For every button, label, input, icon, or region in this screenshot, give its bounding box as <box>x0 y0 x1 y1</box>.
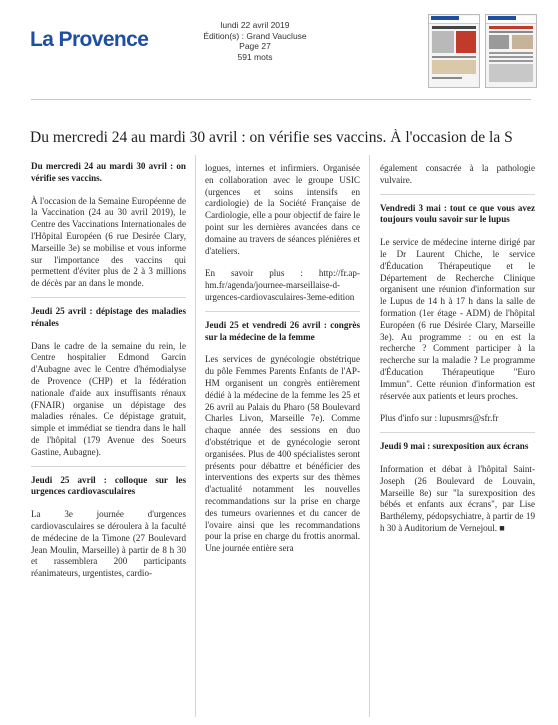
section-divider <box>31 297 186 298</box>
article-column-2 <box>205 163 360 566</box>
section-divider <box>380 194 535 195</box>
section-heading: Du mercredi 24 au mardi 30 avril : on vérifie ses vaccins. <box>31 161 186 183</box>
paragraph: Information et débat à l'hôpital Saint-Joseph (26 Boulevard de Louvain, Marseille 8e) sur "la surexposition des bébés et enfants aux écrans", par Lise Barthélemy, pédopsychiatre, à partir de 19 h 30 à Auditorium de Vernejoul. ■ <box>380 463 535 533</box>
publication-meta <box>200 20 310 62</box>
publication-edition: Édition(s) : Grand Vaucluse <box>203 30 307 41</box>
publication-page: Page 27 <box>239 41 271 52</box>
paragraph: À l'occasion de la Semaine Européenne de la Vaccination (24 au 30 avril 2019), le Centre des Vaccinations Internationales de l'Hôpital Européen (6 rue Desirée Clary, Marseille 3e) se mobilise et vous informe sur l'importance des vaccins qui permettent d'éviter plus de 2 à 3 millions de décès par an dans le monde. <box>31 195 186 289</box>
document-header <box>0 0 558 100</box>
section-divider <box>205 311 360 312</box>
word-count: 591 mots <box>237 51 273 62</box>
paragraph: La 3e journée d'urgences cardiovasculaires se déroulera à la faculté de médecine de la Timone (27 Boulevard Jean Moulin, Marseille) à partir de 8 h 30 et rassemblera 200 participants réanimateurs, urgentistes, cardio- <box>31 509 186 579</box>
inner-page-thumbnail <box>485 14 537 88</box>
section-heading: Jeudi 25 avril : dépistage des maladies rénales <box>31 305 186 328</box>
paragraph: également consacrée à la pathologie vulvaire. <box>380 163 535 185</box>
article-column-3 <box>380 163 535 546</box>
article-title: Du mercredi 24 au mardi 30 avril : on vérifie ses vaccins. À l'occasion de la S <box>30 129 513 146</box>
section-heading: Jeudi 25 et vendredi 26 avril : congrès sur la médecine de la femme <box>205 319 360 342</box>
paragraph: logues, internes et infirmiers. Organisée en collaboration avec le groupe USIC (urgences et soins intensifs en cardiologie) de la Société Française de Cardiologie, elle a pour objectif de faire le point sur les dernières avancées dans ce domaine au travers de séances plénières et d'ateliers. <box>205 163 360 256</box>
section-heading: Vendredi 3 mai : tout ce que vous avez toujours voulu savoir sur le lupus <box>380 202 535 225</box>
article-column-1 <box>31 161 186 591</box>
section-divider <box>380 432 535 433</box>
column-divider <box>195 155 196 717</box>
section-heading: Jeudi 9 mai : surexposition aux écrans <box>380 441 529 452</box>
header-divider <box>31 99 531 100</box>
front-page-thumbnail <box>428 14 480 88</box>
paragraph: Les services de gynécologie obstétrique du pôle Femmes Parents Enfants de l'AP-HM organisent un congrès entièrement dédié à la médecine de la femme les 25 et 26 avril au Palais du Pharo (58 Boulevard Charles Livon, Marseille 7e). Comme chaque année des sessions en duo d'obstétrique et de gynécologie seront organisées. Plus de 400 spécialistes seront présents pour débattre et bénéficier des interventions des experts sur des thèmes d'actualité notamment les nouvelles recommandations sur la prise en charge des tumeurs ovariennes et du cancer de l'ovaire ainsi que les recommandations pour la prise en charge du frottis anormal. Une journée entière sera <box>205 354 360 554</box>
newspaper-logo: La Provence <box>30 28 149 51</box>
paragraph: En savoir plus : http://fr.ap-hm.fr/agenda/journee-marseillaise-d-urgences-cardiovasculaires-3eme-edition <box>205 268 360 302</box>
paragraph: Le service de médecine interne dirigé par le Dr Laurent Chiche, le service d'Éducation Thérapeutique et le Département de Recherche Clinique organisent une réunion d'information sur le Lupus de 14 h à 17 h dans la salle de formation (1er étage - ADM) de l'hôpital Européen (6 rue Désirée Clary, Marseille 3e). Au programme : ou en est la recherche ? Comment participer à la recherche sur la maladie ? Le programme d'Éducation Thérapeutique "Euro Immun". Cette réunion d'information est réservée aux patients et leurs proches. <box>380 237 535 401</box>
section-divider <box>31 466 186 467</box>
column-divider <box>369 155 370 717</box>
publication-date: lundi 22 avril 2019 <box>220 20 290 30</box>
paragraph: Plus d'info sur : lupusmrs@sfr.fr <box>380 413 499 424</box>
section-heading: Jeudi 25 avril : colloque sur les urgences cardiovasculaires <box>31 474 186 497</box>
paragraph: Dans le cadre de la semaine du rein, le Centre hospitalier Edmond Garcin d'Aubagne avec le Centre d'hémodialyse de Provence (CHP) et la fédération nationale d'aide aux insuffisants rénaux (FNAIR) organise un dépistage des maladies rénales. Ce dépistage gratuit, simple et immédiat se tiendra dans le hall de l'hôpital (179 Avenue des Soeurs Gastine, Aubagne). <box>31 340 186 457</box>
